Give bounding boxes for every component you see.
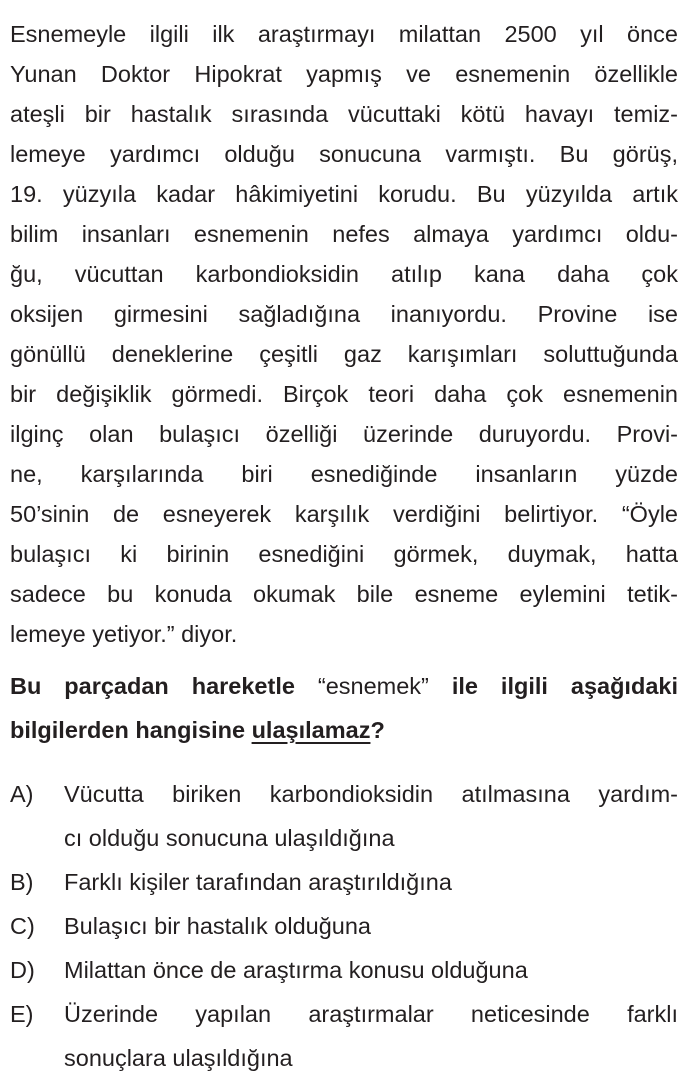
question-bold-text: ile ilgili aşağıdaki	[451, 673, 678, 699]
option-line: Bulaşıcı bir hastalık olduğuna	[64, 913, 371, 939]
passage-line: 50’sinin de esneyerek karşılık verdiğini belirtiyor. “Öyle	[10, 501, 678, 527]
option-line: sonuçlara ulaşıldığına	[64, 1045, 293, 1071]
option-letter: A)	[10, 781, 34, 807]
question-mark: ?	[370, 717, 385, 743]
passage-line: 19. yüzyıla kadar hâkimiyetini korudu. Bu yüzyılda artık	[10, 181, 678, 207]
passage-line: ateşli bir hastalık sırasında vücuttaki kötü havayı temiz-	[10, 101, 678, 127]
option-line: cı olduğu sonucuna ulaşıldığına	[64, 825, 395, 851]
passage-line: ilginç olan bulaşıcı özelliği üzerinde duruyordu. Provi-	[10, 421, 678, 447]
option-line: Milattan önce de araştırma konusu olduğuna	[64, 957, 528, 983]
passage-line: bir değişiklik görmedi. Birçok teori daha çok esnemenin	[10, 381, 678, 407]
passage-line: Esnemeyle ilgili ilk araştırmayı milattan 2500 yıl önce	[10, 21, 678, 47]
passage-line: Yunan Doktor Hipokrat yapmış ve esnemenin özellikle	[10, 61, 678, 87]
option-text	[64, 948, 678, 992]
option-d[interactable]	[10, 948, 678, 992]
passage-line: ne, karşılarında biri esnediğinde insanların yüzde	[10, 461, 678, 487]
question-bold-text: Bu parçadan hareketle	[10, 673, 295, 699]
question-bold-text: bilgilerden hangisine	[10, 717, 246, 743]
option-text	[64, 992, 678, 1080]
passage-line: lemeye yardımcı olduğu sonucuna varmıştı. Bu görüş,	[10, 141, 678, 167]
option-line: Vücutta biriken karbondioksidin atılmasına yardım-	[64, 781, 678, 807]
question-quoted-term: “esnemek”	[317, 673, 429, 699]
passage-line: oksijen girmesini sağladığına inanıyordu. Provine ise	[10, 301, 678, 327]
answer-options	[10, 772, 678, 1080]
passage-line: lemeye yetiyor.” diyor.	[10, 621, 238, 647]
option-letter: E)	[10, 1001, 34, 1027]
question-stem	[10, 664, 678, 752]
passage-line: gönüllü deneklerine çeşitli gaz karışımları soluttuğunda	[10, 341, 678, 367]
passage-line: bilim insanları esnemenin nefes almaya yardımcı oldu-	[10, 221, 678, 247]
option-b[interactable]	[10, 860, 678, 904]
option-a[interactable]	[10, 772, 678, 860]
reading-passage	[10, 14, 678, 654]
question-underlined-word: ulaşılamaz	[251, 717, 371, 743]
option-e[interactable]	[10, 992, 678, 1080]
option-letter: D)	[10, 957, 35, 983]
option-letter: C)	[10, 913, 35, 939]
option-letter: B)	[10, 869, 34, 895]
option-line: Farklı kişiler tarafından araştırıldığına	[64, 869, 452, 895]
option-text	[64, 860, 678, 904]
option-c[interactable]	[10, 904, 678, 948]
question-line-2	[10, 708, 678, 752]
option-line: Üzerinde yapılan araştırmalar neticesinde farklı	[64, 1001, 678, 1027]
passage-line: bulaşıcı ki birinin esnediğini görmek, duymak, hatta	[10, 541, 678, 567]
option-text	[64, 772, 678, 860]
question-line-1	[10, 664, 678, 708]
passage-line: ğu, vücuttan karbondioksidin atılıp kana daha çok	[10, 261, 678, 287]
option-text	[64, 904, 678, 948]
passage-line: sadece bu konuda okumak bile esneme eylemini tetik-	[10, 581, 678, 607]
